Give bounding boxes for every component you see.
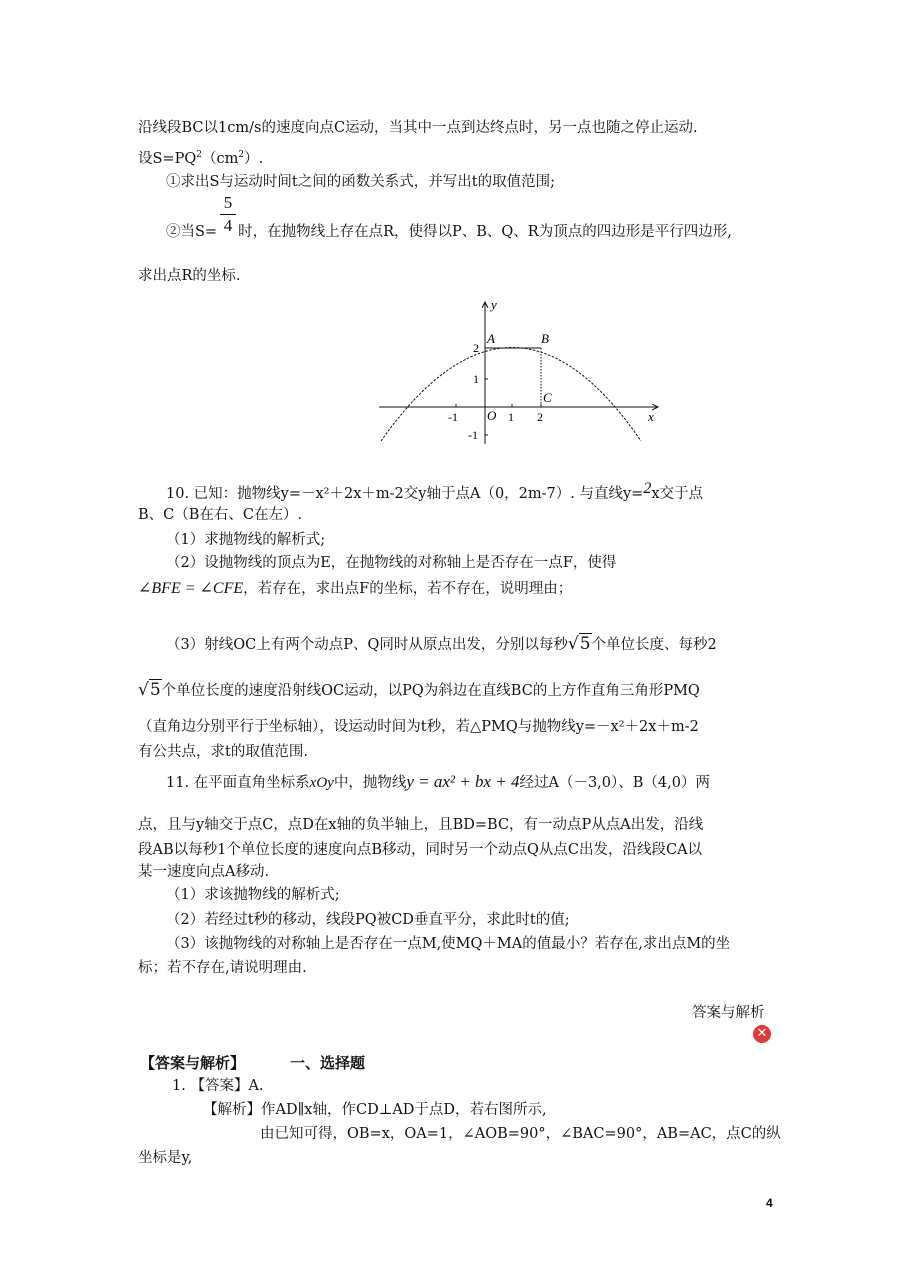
y-axis-label: y xyxy=(491,297,497,312)
coordinate-system: xOy xyxy=(309,775,334,791)
text-line: 段AB以每秒1个单位长度的速度向点B移动，同时另一个动点Q从点C出发，沿线段CA以 xyxy=(138,842,703,858)
tick-label: 1 xyxy=(508,410,514,424)
text-line: 沿线段BC以1cm/s的速度向点C运动，当其中一点到达终点时，另一点也随之停止运动. xyxy=(138,120,698,136)
text-line: （3）该抛物线的对称轴上是否存在一点M,使MQ＋MA的值最小？若存在,求出点M的坐 xyxy=(166,936,731,952)
point-a-label: A xyxy=(487,331,495,346)
tick-label: -1 xyxy=(468,428,478,442)
text-line: （1）求该抛物线的解析式; xyxy=(166,887,340,903)
parabola-graph xyxy=(376,296,666,446)
sqrt-expression: √5 xyxy=(567,634,591,654)
text-line: 10. 已知：抛物线y=－x²＋2x＋m-2交y轴于点A（0，2m-7）. 与直线y=2x交于点 xyxy=(166,480,704,502)
text-line: ②当S= 时，在抛物线上存在点R，使得以P、B、Q、R为顶点的四边形是平行四边形, xyxy=(166,224,732,240)
x-axis-label: x xyxy=(648,409,654,424)
coefficient: 2 xyxy=(643,480,652,497)
page-number: 4 xyxy=(766,1196,773,1210)
answer-header: 【答案与解析】 xyxy=(140,1054,246,1072)
parabola-equation: y = ax² + bx + 4 xyxy=(406,772,520,791)
text-line: （2）若经过t秒的移动，线段PQ被CD垂直平分，求此时t的值; xyxy=(166,912,570,928)
sqrt-expression: √5 xyxy=(138,680,161,700)
text-line: 【解析】作AD∥x轴，作CD⊥AD于点D，若右图所示, xyxy=(203,1102,547,1118)
point-c-label: C xyxy=(543,390,552,405)
parabola-curve xyxy=(381,348,641,442)
text-line: 标；若不存在,请说明理由. xyxy=(138,960,307,976)
tick-label: -1 xyxy=(448,410,458,424)
text-line: √5个单位长度的速度沿射线OC运动，以PQ为斜边在直线BC的上方作直角三角形PMQ xyxy=(138,680,700,700)
answer-toggle-link[interactable]: 答案与解析 xyxy=(692,1005,765,1021)
tick-label: 1 xyxy=(473,372,479,386)
text-line: （直角边分别平行于坐标轴），设运动时间为t秒，若△PMQ与抛物线y=－x²＋2x＋m-2 xyxy=(138,719,699,735)
point-b-label: B xyxy=(541,331,549,346)
text-line: 设$S=PQ^2(cm^2)$. xyxy=(138,150,264,167)
text-line: 某一速度向点A移动. xyxy=(138,864,270,880)
text-line: 点，且与y轴交于点C，点D在x轴的负半轴上，且BD=BC，有一动点P从点A出发，沿线 xyxy=(138,817,704,833)
text-line: 1. 【答案】A. xyxy=(172,1078,264,1094)
text-line: 求出点R的坐标. xyxy=(138,268,241,284)
text-line: （2）设抛物线的顶点为E，在抛物线的对称轴上是否存在一点F，使得 xyxy=(166,555,617,571)
fraction-denominator: 4 xyxy=(223,216,233,235)
text-line: ∠BFE = ∠CFE，若存在，求出点F的坐标，若不存在，说明理由； xyxy=(138,580,573,597)
text-line: B、C（B在右、C在左）. xyxy=(138,507,303,523)
fraction-numerator: 5 xyxy=(223,193,233,212)
tick-label: 2 xyxy=(537,410,543,424)
text-line: 有公共点，求t的取值范围. xyxy=(138,744,308,760)
text-line: 坐标是y, xyxy=(138,1150,193,1166)
origin-label: O xyxy=(487,408,497,423)
text-line: 11. 在平面直角坐标系xOy中，抛物线y = ax² + bx + 4经过A（－3,0）、B（4,0）两 xyxy=(166,772,710,791)
text-line: 由已知可得，OB=x，OA=1，∠AOB=90°，∠BAC=90°，AB=AC，点C的纵 xyxy=(260,1126,781,1142)
text-line: （3）射线OC上有两个动点P、Q同时从原点出发，分别以每秒√5个单位长度、每秒2 xyxy=(166,634,717,654)
angle-equation: ∠BFE = ∠CFE xyxy=(138,580,244,597)
text-line: ①求出S与运动时间t之间的函数关系式，并写出t的取值范围; xyxy=(166,174,555,190)
section-title: 一、选择题 xyxy=(290,1054,366,1072)
text-line: （1）求抛物线的解析式; xyxy=(166,532,326,548)
close-icon[interactable]: ✕ xyxy=(753,1025,771,1043)
tick-label: 2 xyxy=(473,341,479,355)
